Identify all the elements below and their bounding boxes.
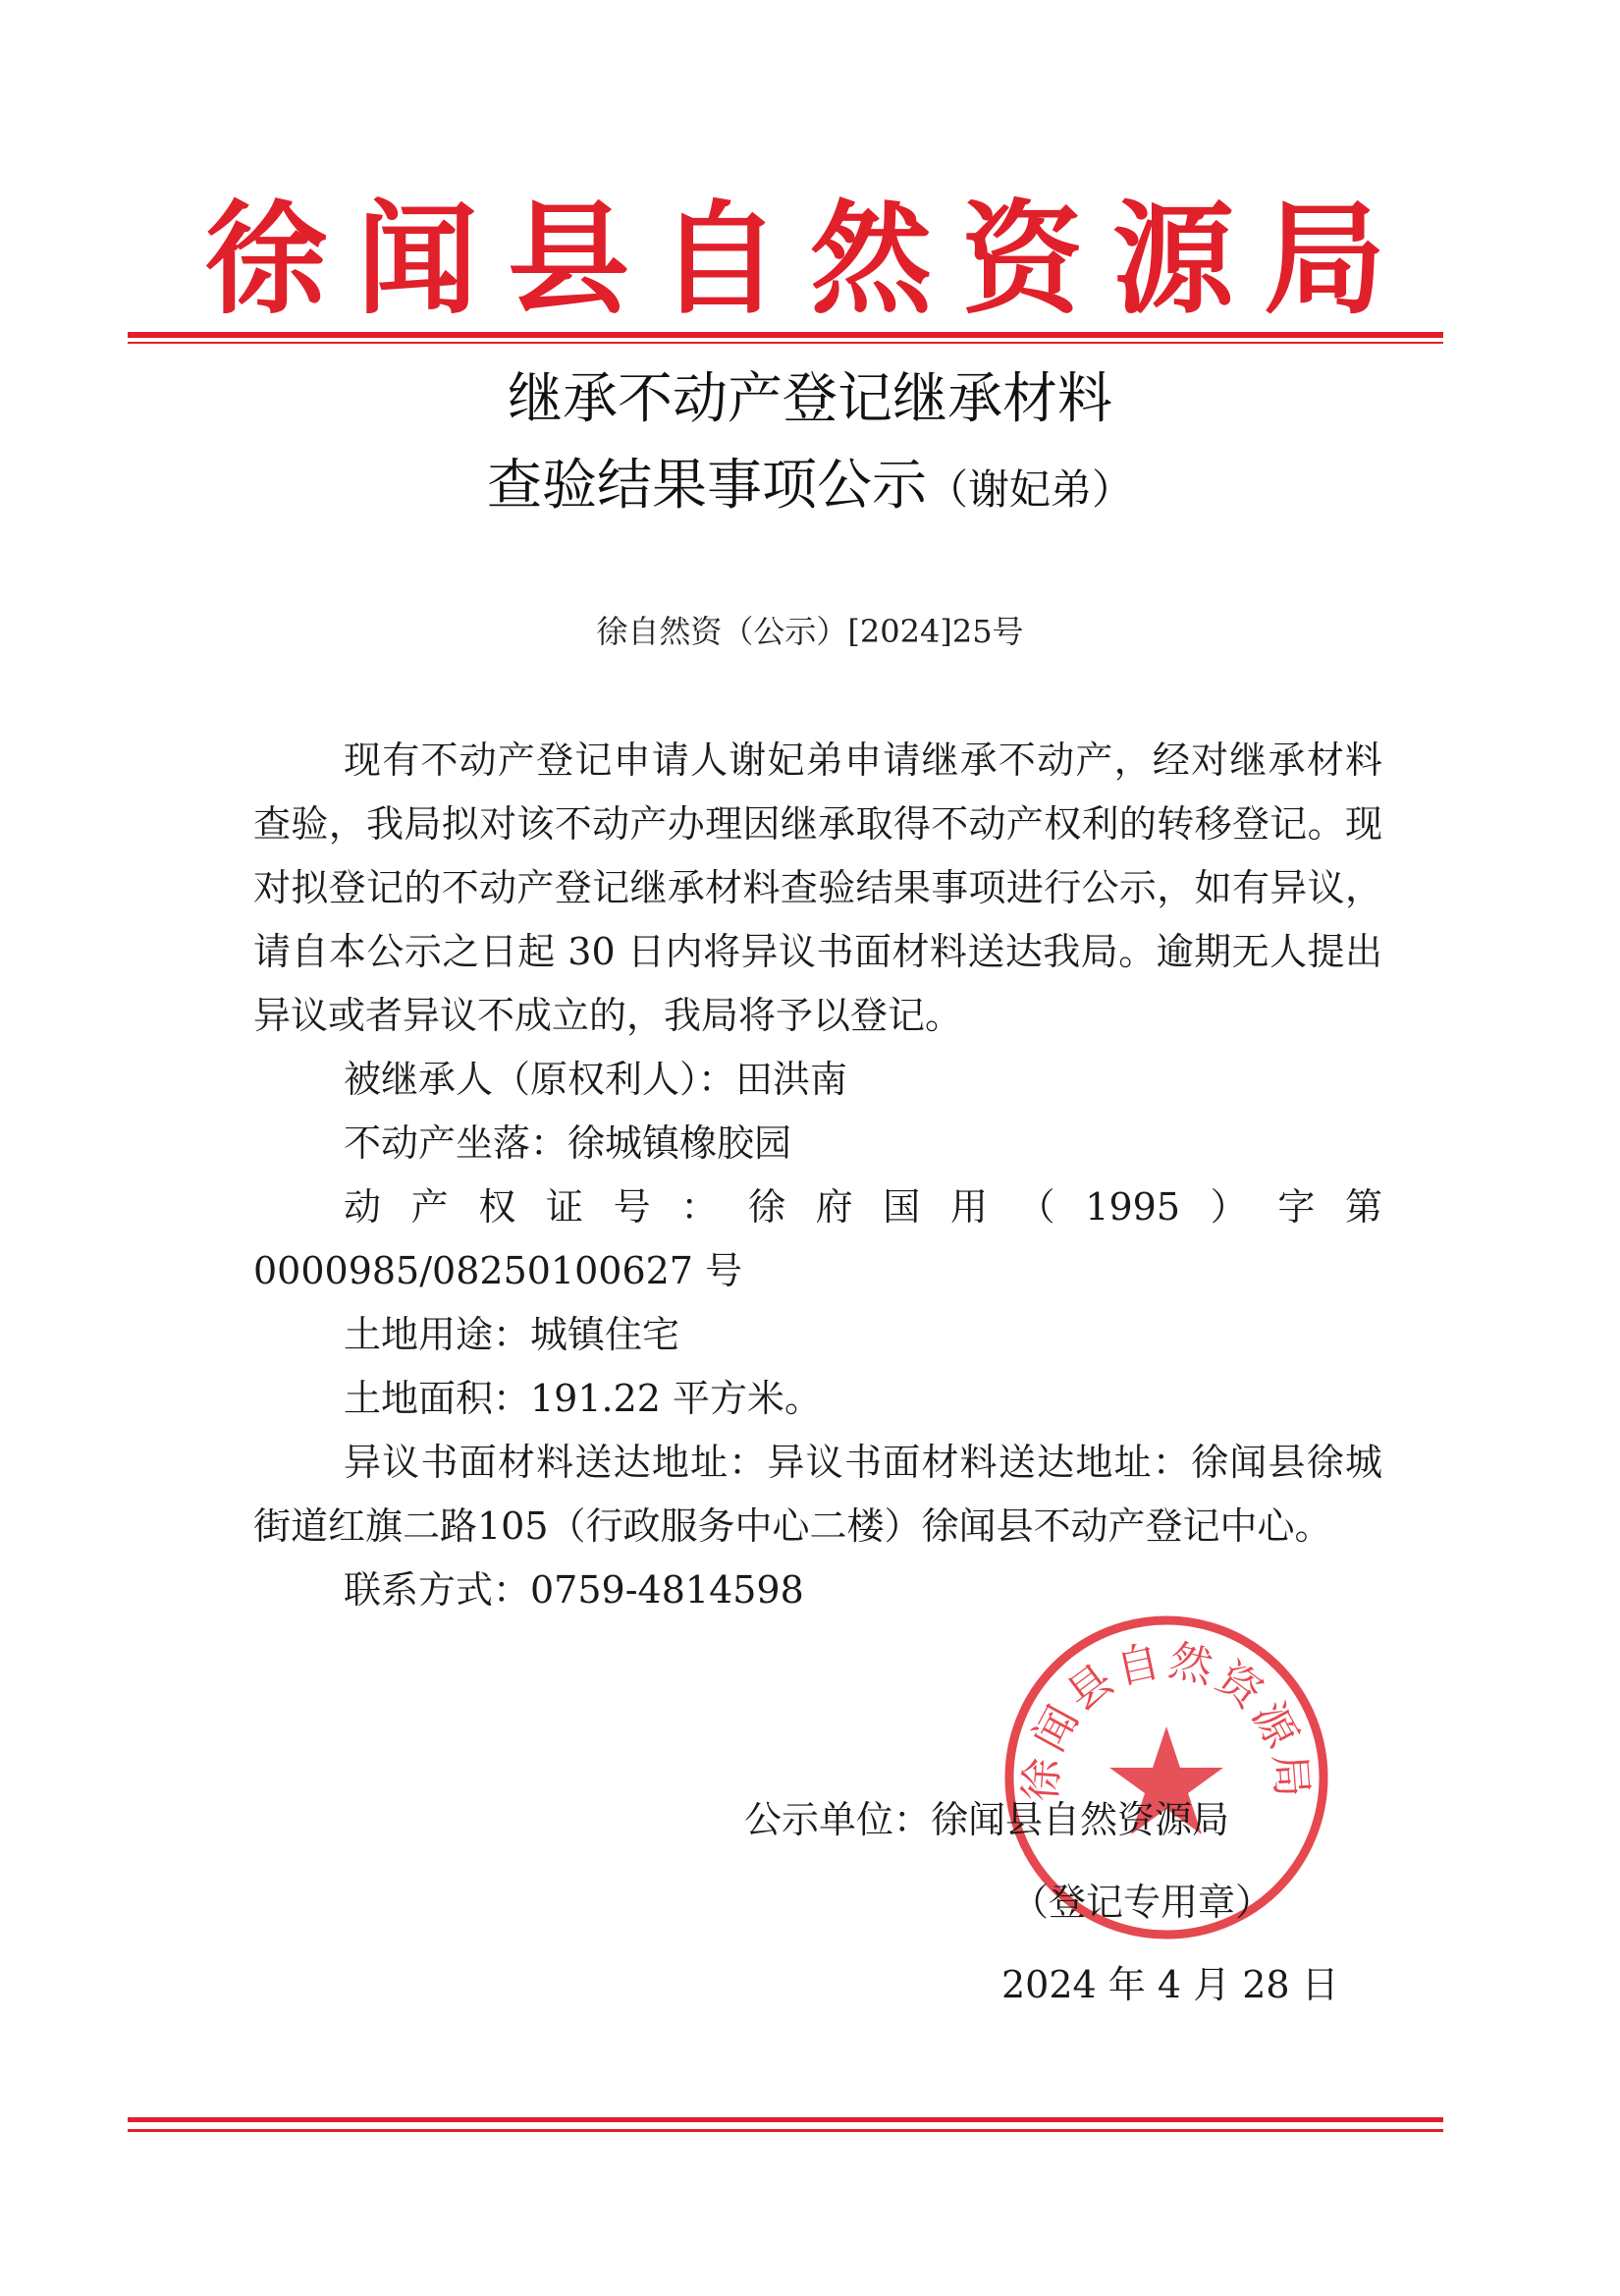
notice-date: 2024 年 4 月 28 日	[1001, 1963, 1339, 2006]
field-land-use: 土地用途：城镇住宅	[344, 1313, 680, 1356]
publisher-unit: 公示单位：徐闻县自然资源局	[744, 1798, 1230, 1841]
field-certificate: 动产权证号：徐府国用（1995）字第0000985/08250100627 号	[253, 1185, 1382, 1292]
notice-title-line1: 继承不动产登记继承材料	[508, 367, 1112, 431]
field-land-area: 土地面积：191.22 平方米。	[344, 1377, 823, 1420]
document-number: 徐自然资（公示）[2024]25号	[596, 613, 1024, 650]
seal-note: （登记专用章）	[1011, 1881, 1273, 1924]
notice-body	[253, 729, 1382, 1622]
notice-title-line2	[0, 452, 1620, 524]
masthead-title: 徐闻县自然资源局	[204, 190, 1415, 331]
field-heir: 被继承人（原权利人）：田洪南	[344, 1058, 848, 1101]
header-divider-thick	[128, 332, 1443, 338]
seal-text: 徐闻县自然资源局	[1015, 1635, 1318, 1803]
field-address: 异议书面材料送达地址：异议书面材料送达地址：徐闻县徐城街道红旗二路105（行政服务中心二楼）徐闻县不动产登记中心。	[253, 1441, 1382, 1548]
footer-divider-top	[128, 2117, 1443, 2122]
footer-divider-bottom	[128, 2129, 1443, 2132]
notice-title-main: 查验结果事项公示	[486, 454, 927, 518]
header-divider-thin	[128, 342, 1443, 344]
field-location: 不动产坐落：徐城镇橡胶园	[344, 1121, 792, 1165]
field-contact: 联系方式：0759-4814598	[344, 1568, 804, 1612]
notice-title-suffix: （谢妃弟）	[926, 465, 1133, 514]
notice-paragraph: 现有不动产登记申请人谢妃弟申请继承不动产，经对继承材料查验，我局拟对该不动产办理因继承取得不动产权利的转移登记。现对拟登记的不动产登记继承材料查验结果事项进行公示，如有异议，请自本公示之日起 30 日内将异议书面材料送达我局。逾期无人提出异议或者异议不成立的，我局将予以登记。	[253, 738, 1382, 1037]
